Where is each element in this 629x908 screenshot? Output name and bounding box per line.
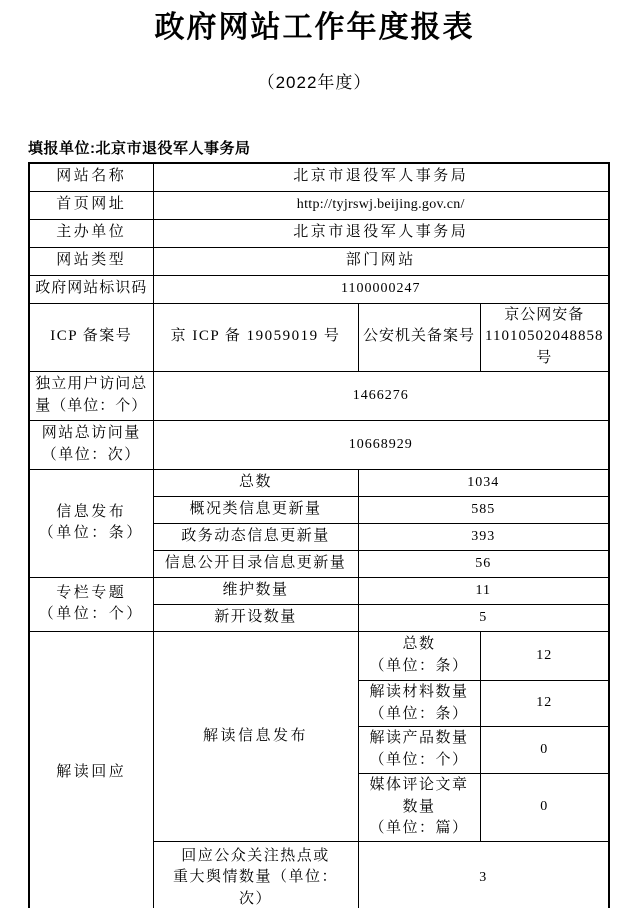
host-unit-value: 北京市退役军人事务局 bbox=[153, 219, 609, 247]
interp-media-articles-label: 媒体评论文章 数量 （单位：篇） bbox=[358, 773, 480, 841]
row-unique-visitors bbox=[29, 371, 609, 420]
info-total-value: 1034 bbox=[358, 469, 609, 496]
page-title: 政府网站工作年度报表 bbox=[154, 11, 475, 44]
info-gov-news-value: 393 bbox=[358, 523, 609, 550]
police-filing-value: 京公网安备 11010502048858 号 bbox=[480, 303, 609, 371]
site-id-code-value: 1100000247 bbox=[153, 275, 609, 303]
interpretation-publish-label: 解读信息发布 bbox=[153, 631, 358, 841]
site-name-value: 北京市退役军人事务局 bbox=[153, 163, 609, 191]
report-table bbox=[28, 162, 610, 908]
row-homepage-url bbox=[29, 191, 609, 219]
icp-filing-label: ICP 备案号 bbox=[29, 303, 153, 371]
row-interp-total bbox=[29, 631, 609, 680]
interp-products-value: 0 bbox=[480, 727, 609, 774]
row-icp-filing bbox=[29, 303, 609, 371]
info-overview-value: 585 bbox=[358, 496, 609, 523]
interp-products-label: 解读产品数量 （单位：个） bbox=[358, 727, 480, 774]
police-filing-label: 公安机关备案号 bbox=[358, 303, 480, 371]
info-publish-section-label: 信息发布 （单位：条） bbox=[29, 469, 153, 577]
interp-total-value: 12 bbox=[480, 631, 609, 680]
interp-materials-value: 12 bbox=[480, 680, 609, 727]
unique-visitors-label: 独立用户访问总 量（单位：个） bbox=[29, 371, 153, 420]
site-type-value: 部门网站 bbox=[153, 247, 609, 275]
info-open-directory-value: 56 bbox=[358, 550, 609, 577]
special-columns-section-label: 专栏专题 （单位：个） bbox=[29, 577, 153, 631]
icp-filing-value: 京 ICP 备 19059019 号 bbox=[153, 303, 358, 371]
columns-new-label: 新开设数量 bbox=[153, 604, 358, 631]
reporting-unit-name: 北京市退役军人事务局 bbox=[95, 140, 251, 157]
unique-visitors-value: 1466276 bbox=[153, 371, 609, 420]
host-unit-label: 主办单位 bbox=[29, 219, 153, 247]
site-id-code-label: 政府网站标识码 bbox=[29, 275, 153, 303]
interp-total-label: 总数 （单位：条） bbox=[358, 631, 480, 680]
row-total-visits bbox=[29, 420, 609, 469]
public-response-value: 3 bbox=[358, 842, 609, 908]
info-open-directory-label: 信息公开目录信息更新量 bbox=[153, 550, 358, 577]
interpretation-section-label: 解读回应 bbox=[29, 631, 153, 908]
info-total-label: 总数 bbox=[153, 469, 358, 496]
homepage-url-label: 首页网址 bbox=[29, 191, 153, 219]
row-site-id-code bbox=[29, 275, 609, 303]
reporting-unit-line bbox=[28, 137, 629, 158]
site-type-label: 网站类型 bbox=[29, 247, 153, 275]
interp-materials-label: 解读材料数量 （单位：条） bbox=[358, 680, 480, 727]
row-site-type bbox=[29, 247, 609, 275]
public-response-label: 回应公众关注热点或 重大舆情数量（单位： 次） bbox=[153, 842, 358, 908]
columns-new-value: 5 bbox=[358, 604, 609, 631]
interp-media-articles-value: 0 bbox=[480, 773, 609, 841]
info-overview-label: 概况类信息更新量 bbox=[153, 496, 358, 523]
row-site-name bbox=[29, 163, 609, 191]
reporting-unit-label: 填报单位: bbox=[28, 140, 96, 157]
columns-maintained-value: 11 bbox=[358, 577, 609, 604]
info-gov-news-label: 政务动态信息更新量 bbox=[153, 523, 358, 550]
report-year: （2022年度） bbox=[257, 73, 372, 92]
row-host-unit bbox=[29, 219, 609, 247]
site-name-label: 网站名称 bbox=[29, 163, 153, 191]
columns-maintained-label: 维护数量 bbox=[153, 577, 358, 604]
row-columns-maintained bbox=[29, 577, 609, 604]
row-info-total bbox=[29, 469, 609, 496]
homepage-url-value: http://tyjrswj.beijing.gov.cn/ bbox=[153, 191, 609, 219]
total-visits-value: 10668929 bbox=[153, 420, 609, 469]
total-visits-label: 网站总访问量 （单位：次） bbox=[29, 420, 153, 469]
